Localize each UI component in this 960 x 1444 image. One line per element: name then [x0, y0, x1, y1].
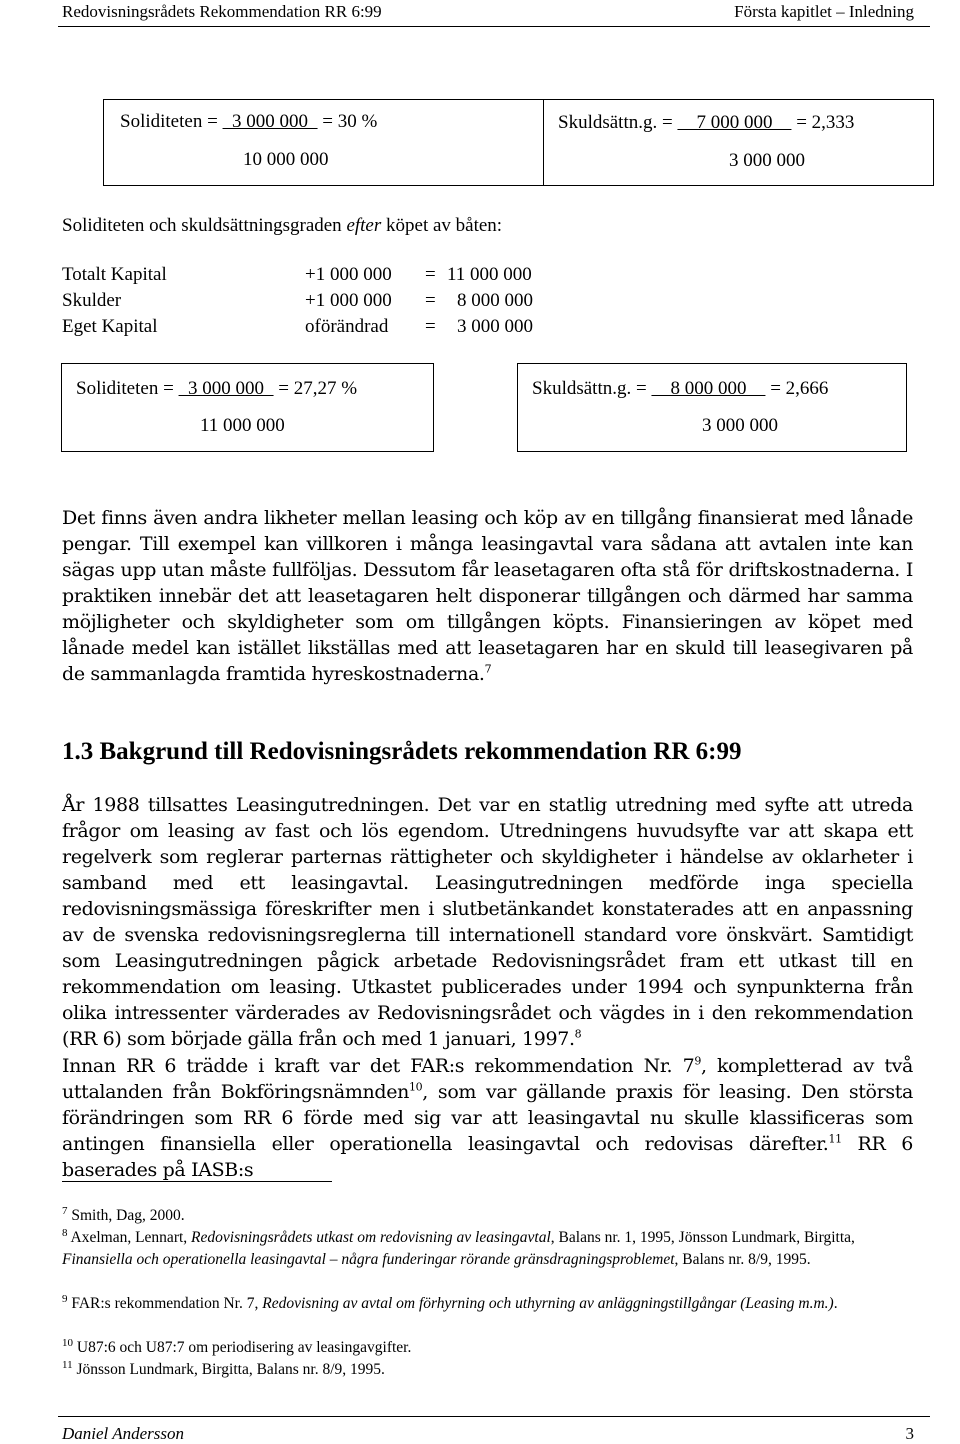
footnote-text: , Balans nr. 1, 1995, Jönsson Lundmark, Birgitta,: [550, 1229, 855, 1246]
table-row: [62, 264, 167, 286]
footnote-number: 9: [62, 1292, 68, 1305]
row-equals: =: [425, 290, 436, 311]
debt-ratio-box-before: [543, 99, 934, 186]
formula-numerator: 3 000 000: [222, 111, 318, 132]
intro-line: [62, 215, 502, 237]
footnote-number: 10: [62, 1336, 73, 1349]
formula-denominator: 10 000 000: [243, 149, 329, 170]
row-label: Totalt Kapital: [62, 264, 167, 285]
row-change: +1 000 000: [305, 264, 392, 285]
formula-result: = 27,27 %: [273, 378, 358, 399]
formula-label: Skuldsättn.g. =: [532, 378, 652, 399]
formula-label: Soliditeten =: [76, 378, 179, 399]
footnote-text: U87:6 och U87:7 om periodisering av leasingavgifter.: [73, 1339, 412, 1356]
intro-text-end: köpet av båten:: [381, 215, 503, 236]
solvency-box-border: [103, 99, 543, 186]
formula-result: = 2,333: [791, 112, 855, 133]
formula-denominator: 11 000 000: [200, 415, 285, 436]
paragraph-text: RR 6 baserades på IASB:s: [62, 1133, 913, 1181]
intro-emphasis: efter: [346, 215, 382, 236]
footnote-number: 8: [62, 1226, 68, 1239]
formula-numerator: 3 000 000: [178, 378, 274, 399]
formula-label: Skuldsättn.g. =: [558, 112, 678, 133]
solvency-box-after: [61, 363, 434, 452]
header-rule: [58, 26, 930, 27]
row-label: Skulder: [62, 290, 122, 311]
formula-denominator: 3 000 000: [702, 415, 778, 436]
footnote-ref[interactable]: 8: [574, 1027, 582, 1041]
row-equals: =: [425, 316, 436, 337]
row-value: 3 000 000: [457, 316, 533, 337]
footnote-7: [62, 1205, 922, 1227]
row-value: 8 000 000: [457, 290, 533, 311]
footnote-ref[interactable]: 11: [828, 1132, 842, 1146]
row-change: oförändrad: [305, 316, 389, 337]
paragraph-text: Innan RR 6 trädde i kraft var det FAR:s rekommendation Nr. 7: [62, 1055, 695, 1077]
footnote-text: , Balans nr. 8/9, 1995.: [674, 1251, 811, 1268]
footnote-ref[interactable]: 7: [484, 662, 492, 676]
running-header-chapter: Första kapitlet – Inledning: [734, 2, 914, 21]
footnote-rule: [62, 1181, 332, 1182]
formula-numerator: 8 000 000: [651, 378, 766, 399]
footnote-text: Smith, Dag, 2000.: [67, 1207, 185, 1224]
footnote-11: [62, 1359, 922, 1381]
running-header-title: Redovisningsrådets Rekommendation RR 6:99: [62, 2, 382, 21]
paragraph-text: Det finns även andra likheter mellan leasing och köp av en tillgång finansierat med lånade pengar. Till exempel kan villkoren i många leasingavtal vara sådana att avtalen inte kan sägas upp utan måste fullföljas. Dessutom får leasetagaren ofta stå för driftskostnaderna. I praktiken innebär det att leasetagaren helt disponerar tillgången och därmed har samma möjligheter och skyldigheter som om tillgången köpts. Finansieringen av köpet med lånade medel kan istället likställas med att leasetagaren har en skuld till leasegivaren på de sammanlagda framtida hyreskostnaderna.: [62, 507, 913, 685]
table-row: [62, 316, 158, 338]
formula-denominator: 3 000 000: [729, 150, 805, 171]
intro-text: Soliditeten och skuldsättningsgraden: [62, 215, 347, 236]
row-label: Eget Kapital: [62, 316, 158, 337]
row-value: 11 000 000: [447, 264, 532, 285]
author-name: Daniel Andersson: [62, 1424, 184, 1443]
footnote-8: [62, 1227, 922, 1271]
footnote-text: FAR:s rekommendation Nr. 7,: [67, 1295, 263, 1312]
footnote-9: [62, 1293, 922, 1315]
footnote-ref[interactable]: 9: [694, 1054, 701, 1068]
debt-ratio-formula-before: [558, 112, 854, 134]
table-row: [62, 290, 121, 312]
footnote-number: 7: [62, 1204, 68, 1217]
footnote-text: Jönsson Lundmark, Birgitta, Balans nr. 8/9, 1995.: [72, 1361, 385, 1378]
paragraph-text: , som var gällande praxis för leasing. Den största förändringen som RR 6 förde med sig var att leasingavtal nu skulle klassificeras som antingen finansiella eller operationella leasingavtal och redovisas därefter.: [62, 1081, 913, 1155]
row-change: +1 000 000: [305, 290, 392, 311]
footer-rule: [58, 1416, 930, 1417]
paragraph-background: [62, 792, 913, 1052]
paragraph-before-rr6: [62, 1053, 913, 1183]
formula-result: = 2,666: [765, 378, 829, 399]
solvency-formula-after: [76, 378, 357, 400]
formula-label: Soliditeten =: [120, 111, 223, 132]
formula-result: = 30 %: [317, 111, 378, 132]
paragraph-similarities: [62, 505, 913, 687]
footnote-text: Axelman, Lennart,: [67, 1229, 192, 1246]
footnote-text: .: [833, 1295, 838, 1312]
debt-ratio-formula-after: [532, 378, 828, 400]
footnote-ref[interactable]: 10: [408, 1080, 423, 1094]
footer-author: [62, 1424, 184, 1444]
formula-numerator: 7 000 000: [677, 112, 792, 133]
paragraph-text: , kompletterad av två uttalanden från Bokföringsnämnden: [62, 1055, 913, 1103]
debt-ratio-box-after: [517, 363, 907, 452]
footnote-title: Redovisning av avtal om förhyrning och uthyrning av anläggningstillgångar (Leasing m.m.): [262, 1295, 834, 1312]
paragraph-text: År 1988 tillsattes Leasingutredningen. Det var en statlig utredning med syfte att utreda frågor om leasing av fast och lös egendom. Utredningens huvudsyfte var att skapa ett regelverk som reglerar parternas rättigheter och skyldigheter i händelse av oklarheter i samband med ett leasingavtal. Leasingutredningen medförde inga speciella redovisningsmässiga föreskrifter men i slutbetänkandet konstaterades att en anpassning av de svenska redovisningsreglerna till internationell standard vore önskvärt. Samtidigt som Leasingutredningen pågick arbetade Redovisningsrådet fram ett utkast till en rekommendation om leasing. Utkastet publicerades under 1994 och synpunkterna från olika intressenter värderades av Redovisningsrådet och vägdes in i den rekommendation (RR 6) som började gälla från och med 1 januari, 1997.: [62, 794, 913, 1050]
footnote-number: 11: [62, 1358, 73, 1371]
footnote-10: [62, 1337, 922, 1359]
row-equals: =: [425, 264, 436, 285]
page-number: 3: [905, 1424, 914, 1443]
section-heading: 1.3 Bakgrund till Redovisningsrådets rekommendation RR 6:99: [62, 738, 742, 765]
footnote-title: Finansiella och operationella leasingavtal – några funderingar rörande gränsdragningsproblemet: [62, 1251, 675, 1268]
footnote-title: Redovisningsrådets utkast om redovisning av leasingavtal: [191, 1229, 551, 1246]
